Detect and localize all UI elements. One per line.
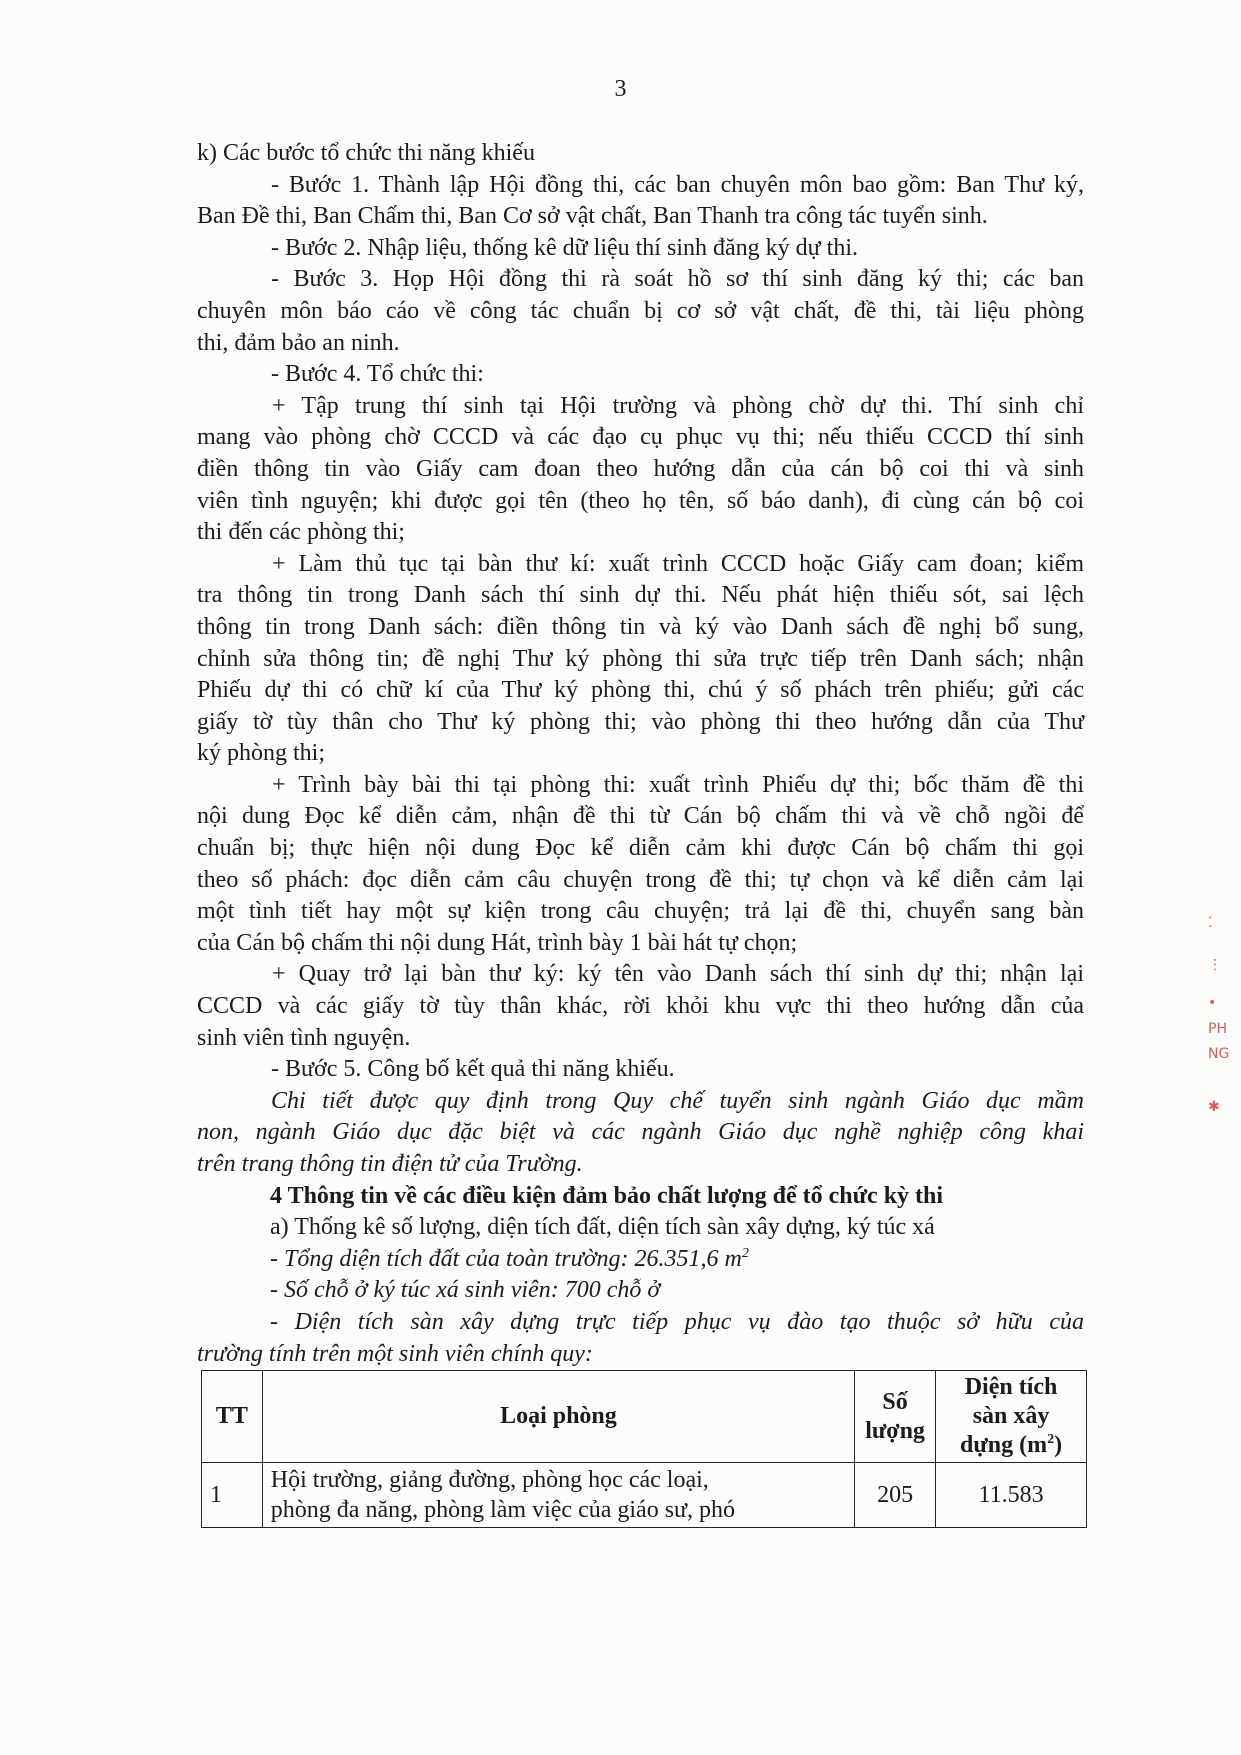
- row-so-luong: 205: [855, 1463, 936, 1528]
- bullet3-line5: một tình tiết hay một sự kiện trong câu chuyện; trả lại đề thi, chuyển sang bàn: [197, 898, 1084, 925]
- header-dien-tich-line2: sàn xây: [972, 1403, 1050, 1429]
- bullet2-line3: thông tin trong Danh sách: điền thông tin và ký vào Danh sách đề nghị bổ sung,: [197, 613, 1084, 640]
- table-header-row: [202, 1371, 1087, 1463]
- row-loai-phong: [262, 1463, 854, 1528]
- header-loai-phong: Loại phòng: [262, 1371, 854, 1463]
- stamp-mark-1: ⁚: [1208, 915, 1213, 931]
- bullet1-line1: + Tập trung thí sinh tại Hội trường và phòng chờ dự thi. Thí sinh chỉ: [272, 392, 1084, 419]
- header-dien-tich: [936, 1371, 1087, 1463]
- bullet3-line3: chuẩn bị; thực hiện nội dung Đọc kể diễn cảm khi được Cán bộ chấm thi gọi: [197, 835, 1084, 862]
- land-area: [197, 1244, 1084, 1276]
- floor-area-line2: trường tính trên một sinh viên chính quy:: [197, 1340, 593, 1367]
- bullet1-line4: viên tình nguyện; khi được gọi tên (theo họ tên, số báo danh), đi cùng cán bộ coi: [197, 487, 1084, 514]
- document-body: [197, 138, 1084, 1370]
- note-line2: non, ngành Giáo dục đặc biệt và các ngành Giáo dục nghề nghiệp công khai: [197, 1119, 1084, 1146]
- header-so-luong: [855, 1371, 936, 1463]
- header-so-luong-line1: Số: [882, 1388, 908, 1415]
- row-loai-phong-line1: Hội trường, giảng đường, phòng học các loại,: [270, 1467, 709, 1493]
- row-tt: 1: [202, 1463, 263, 1528]
- dorm-capacity: - Số chỗ ở ký túc xá sinh viên: 700 chỗ ở: [270, 1277, 661, 1304]
- step1-line1: - Bước 1. Thành lập Hội đồng thi, các ban chuyên môn bao gồm: Ban Thư ký,: [271, 171, 1084, 198]
- bullet4-line2: CCCD và các giấy tờ tùy thân khác, rời khỏi khu vực thi theo hướng dẫn của: [197, 993, 1084, 1020]
- bullet2-line5: Phiếu dự thi có chữ kí của Thư ký phòng thi, chú ý số phách trên phiếu; gửi các: [197, 677, 1084, 704]
- bullet2-line7: ký phòng thi;: [197, 740, 326, 767]
- section-k-heading: k) Các bước tổ chức thi năng khiếu: [197, 140, 535, 166]
- step4: - Bước 4. Tổ chức thi:: [271, 361, 484, 388]
- page-number: 3: [614, 76, 627, 102]
- bullet3-line2: nội dung Đọc kể diễn cảm, nhận đề thi từ Cán bộ chấm thi và về chỗ ngồi để: [197, 803, 1084, 830]
- section4-heading: 4 Thông tin về các điều kiện đảm bảo chất lượng để tổ chức kỳ thi: [270, 1182, 944, 1209]
- header-tt: TT: [202, 1371, 263, 1463]
- step3-line3: thi, đảm bảo an ninh.: [197, 329, 400, 356]
- header-dien-tich-line3: [960, 1432, 1062, 1458]
- row-dien-tich: 11.583: [936, 1463, 1087, 1528]
- header-dien-tich-line1: Diện tích: [964, 1374, 1058, 1400]
- step1-line2: Ban Đề thi, Ban Chấm thi, Ban Cơ sở vật chất, Ban Thanh tra công tác tuyển sinh.: [197, 203, 988, 230]
- header-dien-tich-exponent: 2: [1047, 1432, 1055, 1447]
- note-line3: trên trang thông tin điện tử của Trường.: [197, 1151, 583, 1177]
- bullet1-line5: thi đến các phòng thi;: [197, 519, 405, 546]
- stamp-mark-3: •: [1208, 995, 1217, 1011]
- header-dien-tich-close: ): [1054, 1432, 1063, 1458]
- room-area-table: [201, 1370, 1087, 1528]
- row-loai-phong-line2: phòng đa năng, phòng làm việc của giáo sư, phó: [270, 1497, 736, 1523]
- land-area-text: - Tổng diện tích đất của toàn trường: 26.351,6 m: [270, 1245, 742, 1272]
- header-dien-tich-unit: dựng (m: [960, 1432, 1048, 1458]
- bullet2-line2: tra thông tin trong Danh sách thí sinh dự thi. Nếu phát hiện thiếu sót, sai lệch: [197, 582, 1084, 609]
- bullet3-line1: + Trình bày bài thi tại phòng thi: xuất trình Phiếu dự thi; bốc thăm đề thi: [272, 771, 1084, 798]
- step3-line1: - Bước 3. Họp Hội đồng thi rà soát hồ sơ thí sinh đăng ký thi; các ban: [271, 266, 1084, 293]
- section4-sub-a: a) Thống kê số lượng, diện tích đất, diện tích sàn xây dựng, ký túc xá: [270, 1214, 935, 1241]
- step2: - Bước 2. Nhập liệu, thống kê dữ liệu thí sinh đăng ký dự thi.: [271, 234, 858, 261]
- bullet4-line1: + Quay trở lại bàn thư ký: ký tên vào Danh sách thí sinh dự thi; nhận lại: [272, 961, 1084, 988]
- header-so-luong-line2: lượng: [865, 1417, 925, 1444]
- bullet1-line2: mang vào phòng chờ CCCD và các đạo cụ phục vụ thi; nếu thiếu CCCD thí sinh: [197, 424, 1084, 451]
- bullet3-line4: theo số phách: đọc diễn cảm câu chuyện trong đề thi; tự chọn và kể diễn cảm lại: [197, 866, 1084, 893]
- bullet2-line4: chỉnh sửa thông tin; đề nghị Thư ký phòng thi sửa trực tiếp trên Danh sách; nhận: [197, 645, 1084, 672]
- bullet2-line1: + Làm thủ tục tại bàn thư kí: xuất trình CCCD hoặc Giấy cam đoan; kiểm: [272, 550, 1084, 577]
- land-area-unit-exponent: 2: [741, 1245, 749, 1261]
- stamp-mark-2: ⋮: [1208, 957, 1222, 973]
- bullet1-line3: điền thông tin vào Giấy cam đoan theo hướng dẫn của cán bộ coi thi và sinh: [197, 455, 1084, 482]
- floor-area-line1: - Diện tích sàn xây dựng trực tiếp phục vụ đào tạo thuộc sở hữu của: [270, 1308, 1084, 1335]
- bullet4-line3: sinh viên tình nguyện.: [197, 1024, 411, 1051]
- note-line1: Chi tiết được quy định trong Quy chế tuyển sinh ngành Giáo dục mầm: [271, 1087, 1084, 1114]
- table-row: [202, 1463, 1087, 1528]
- bullet2-line6: giấy tờ tùy thân cho Thư ký phòng thi; vào phòng thi theo hướng dẫn của Thư: [197, 708, 1084, 735]
- stamp-text-2: NG: [1208, 1046, 1230, 1062]
- red-stamp-fragment: [1204, 916, 1238, 1126]
- stamp-mark-4: ✱: [1208, 1099, 1220, 1115]
- step3-line2: chuyên môn báo cáo về công tác chuẩn bị cơ sở vật chất, đề thi, tài liệu phòng: [197, 297, 1084, 324]
- step5: - Bước 5. Công bố kết quả thi năng khiếu.: [271, 1056, 675, 1083]
- stamp-text-1: PH: [1208, 1021, 1227, 1037]
- bullet3-line6: của Cán bộ chấm thi nội dung Hát, trình bày 1 bài hát tự chọn;: [197, 929, 798, 956]
